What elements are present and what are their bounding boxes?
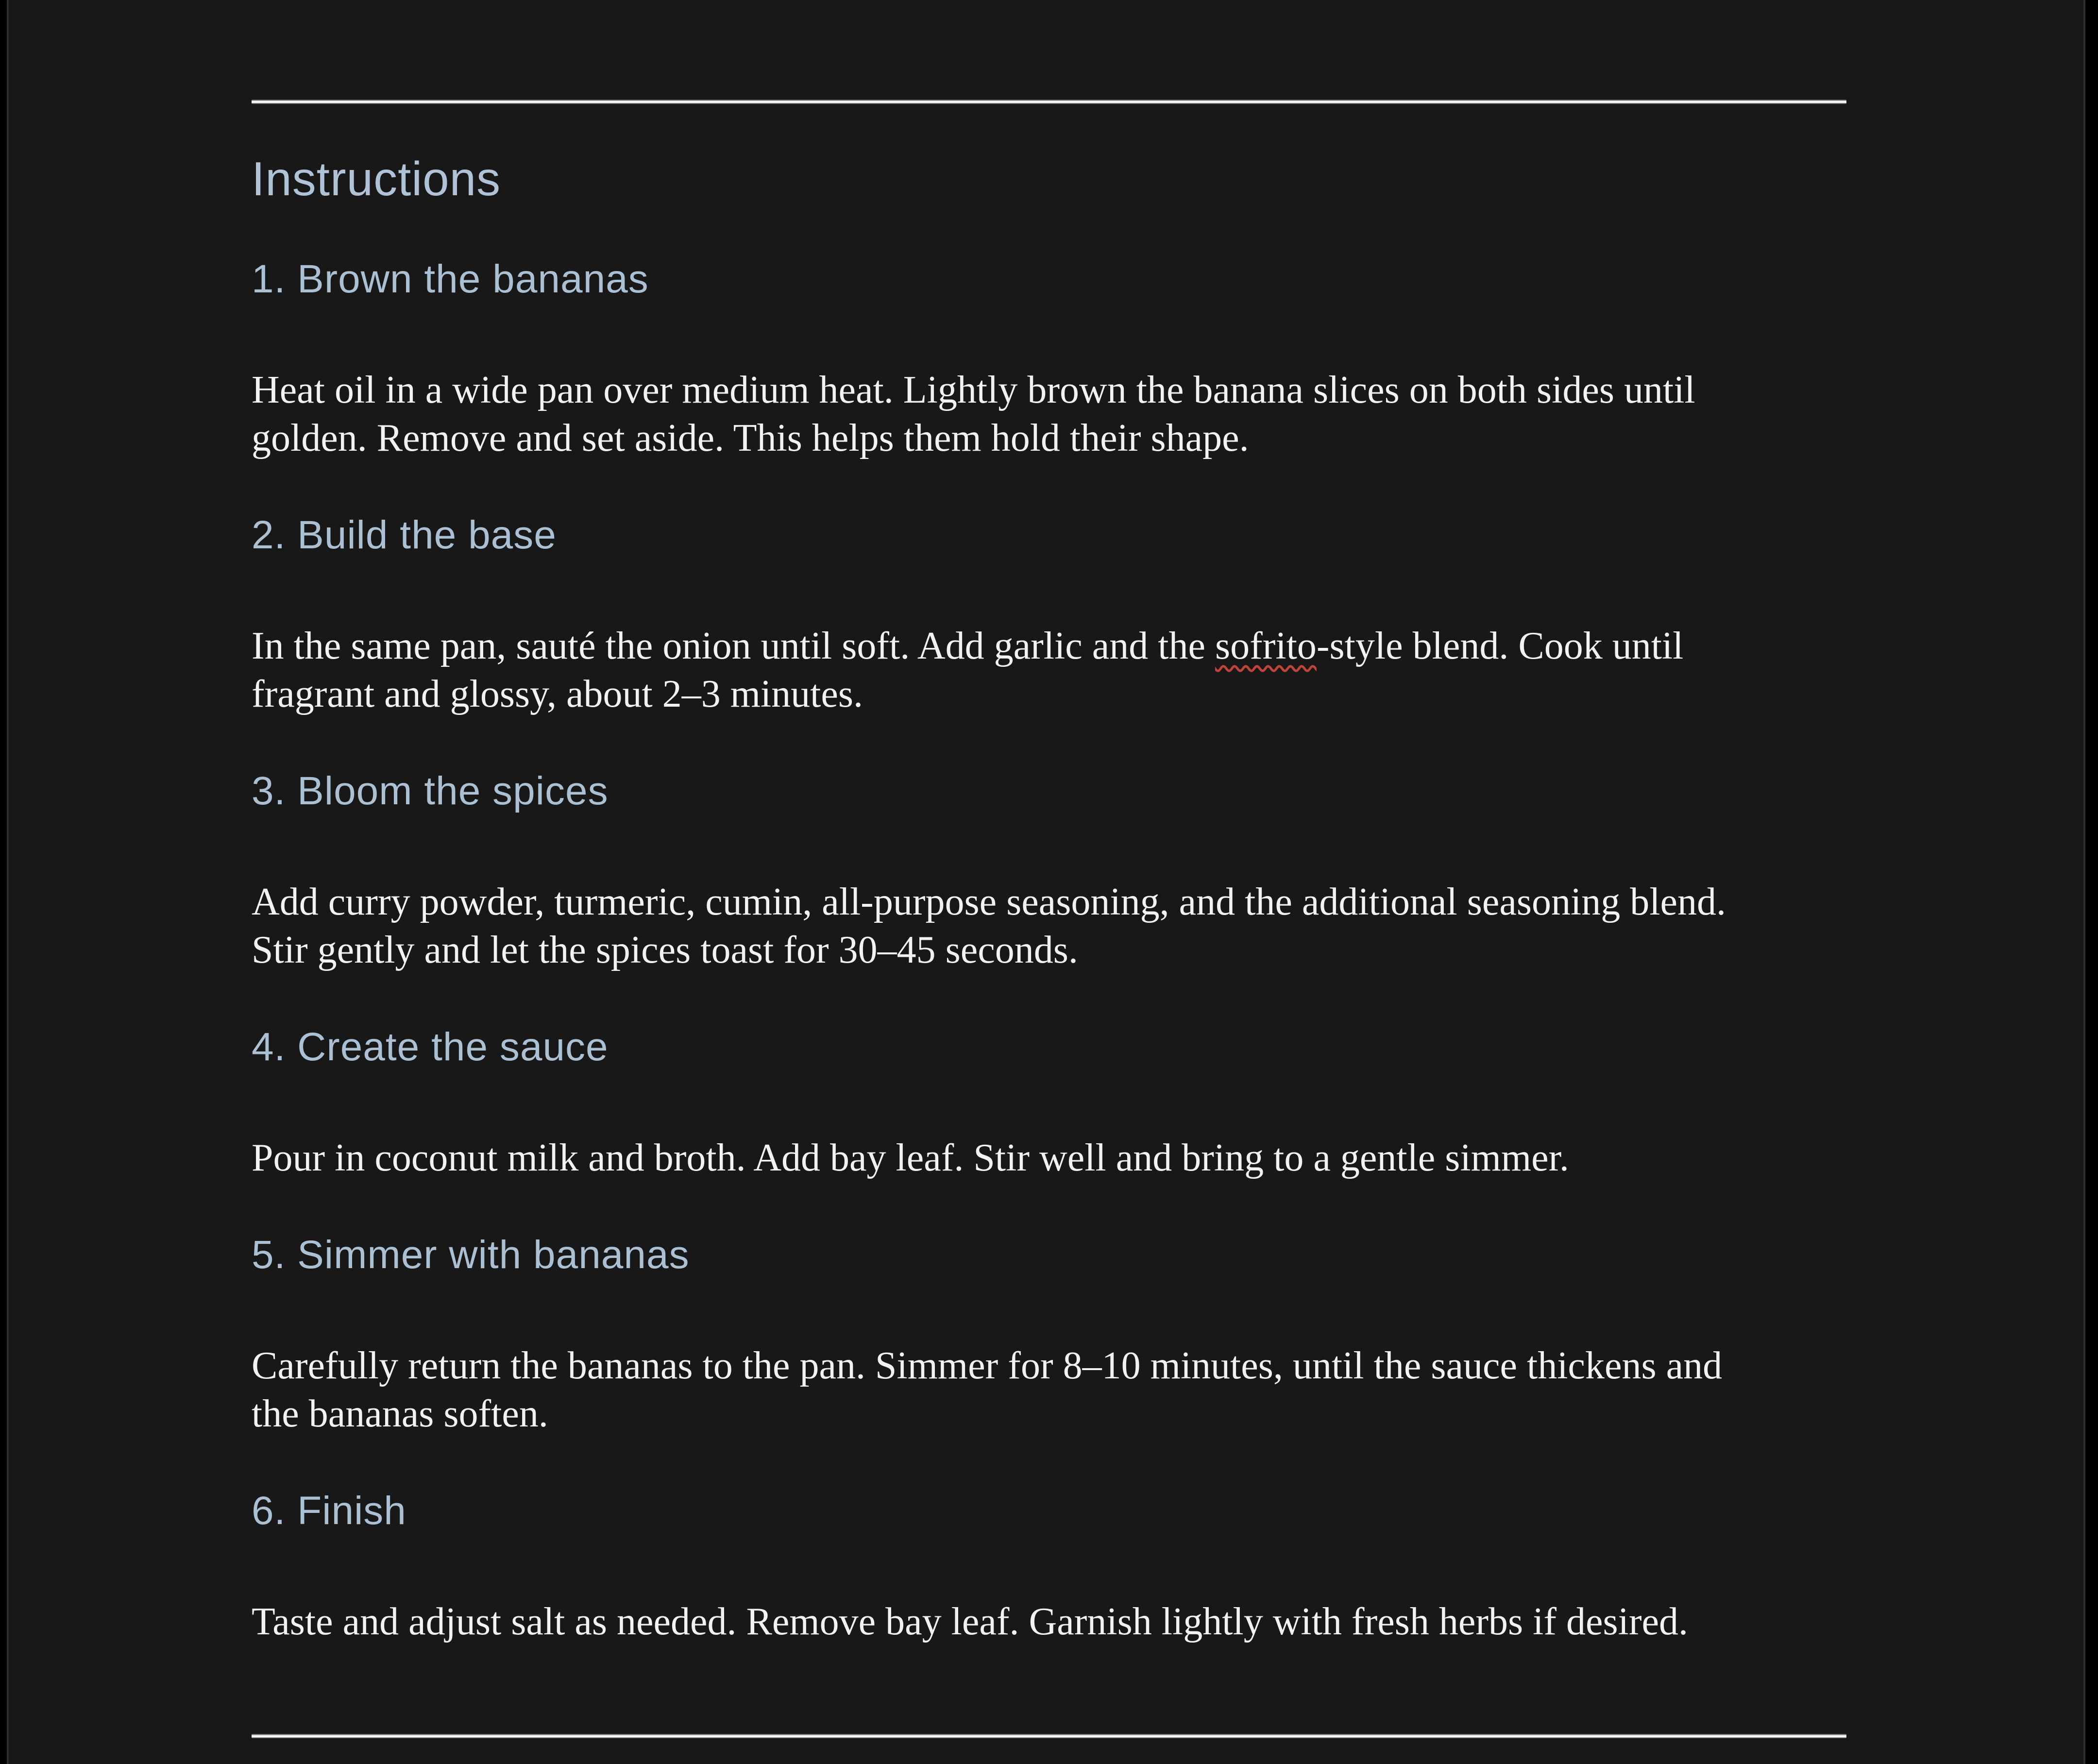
step-heading-2[interactable]: 2. Build the base (252, 513, 557, 557)
section-divider-top (252, 100, 1846, 104)
body-line[interactable]: the bananas soften. (252, 1392, 548, 1435)
step-heading-6[interactable]: 6. Finish (252, 1489, 406, 1533)
body-line[interactable]: Carefully return the bananas to the pan. Simmer for 8–10 minutes, until the sauce thickens and (252, 1344, 1723, 1387)
document-canvas[interactable] (7, 0, 2085, 1764)
step-paragraph-6[interactable] (252, 1598, 1846, 1646)
step-paragraph-2[interactable] (252, 622, 1846, 718)
section-title[interactable]: Instructions (252, 152, 501, 205)
misspelled-word[interactable]: sofrito (1215, 625, 1317, 667)
document-content (252, 100, 1846, 1738)
body-text: In the same pan, sauté the onion until soft. Add garlic and the (252, 625, 1215, 667)
step-paragraph-5[interactable] (252, 1342, 1846, 1438)
step-paragraph-4[interactable] (252, 1134, 1846, 1182)
body-line[interactable]: Stir gently and let the spices toast for 30–45 seconds. (252, 929, 1078, 971)
step-heading-1[interactable]: 1. Brown the bananas (252, 257, 649, 301)
step-paragraph-1[interactable] (252, 366, 1846, 462)
body-line[interactable]: golden. Remove and set aside. This helps them hold their shape. (252, 417, 1249, 459)
step-paragraph-3[interactable] (252, 878, 1846, 974)
step-heading-3[interactable]: 3. Bloom the spices (252, 769, 609, 813)
body-line[interactable]: Pour in coconut milk and broth. Add bay leaf. Stir well and bring to a gentle simmer. (252, 1136, 1569, 1179)
step-heading-4[interactable]: 4. Create the sauce (252, 1025, 609, 1069)
body-line[interactable]: Add curry powder, turmeric, cumin, all-purpose seasoning, and the additional seasoning blend. (252, 881, 1726, 923)
body-line[interactable]: Heat oil in a wide pan over medium heat. Lightly brown the banana slices on both sides until (252, 369, 1695, 411)
section-divider-bottom (252, 1734, 1846, 1738)
body-line[interactable]: fragrant and glossy, about 2–3 minutes. (252, 673, 863, 715)
body-line[interactable]: Taste and adjust salt as needed. Remove bay leaf. Garnish lightly with fresh herbs if desired. (252, 1600, 1689, 1643)
body-line[interactable] (252, 622, 1846, 670)
body-text: -style blend. Cook until (1316, 625, 1684, 667)
step-heading-5[interactable]: 5. Simmer with bananas (252, 1233, 690, 1277)
